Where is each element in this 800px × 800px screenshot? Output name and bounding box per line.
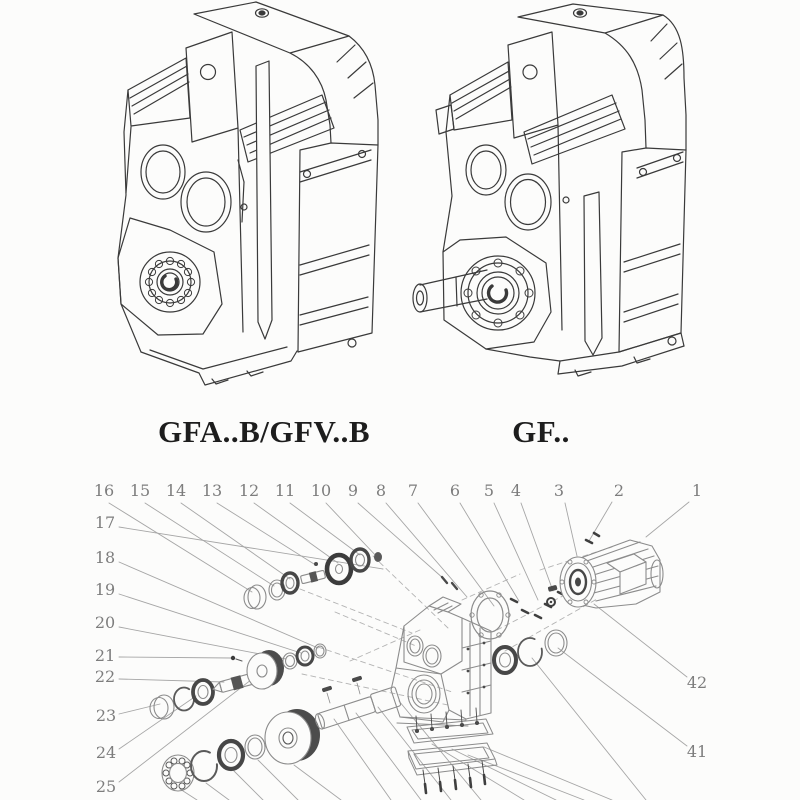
callout-42: 42 — [686, 673, 708, 692]
callout-4: 4 — [510, 481, 522, 500]
input-gear — [327, 555, 351, 583]
ball-bearing — [297, 647, 313, 665]
callout-1: 1 — [691, 481, 703, 500]
bearing-balls — [145, 257, 194, 306]
leader-line-16 — [109, 503, 252, 592]
upper-bore — [141, 145, 185, 199]
callout-41: 41 — [686, 742, 708, 761]
exploded-parts-diagram — [109, 502, 689, 800]
flange-bolt-holes — [464, 259, 533, 327]
snap-ring — [518, 638, 542, 666]
pan-bolts — [423, 761, 485, 793]
bearing-face — [118, 218, 222, 335]
leader-line-21 — [119, 657, 231, 658]
callout-5: 5 — [483, 481, 495, 500]
front-edge-rib — [256, 61, 272, 339]
bolt-hole — [201, 65, 216, 80]
snap-ring — [191, 751, 217, 781]
ball-bearing — [219, 741, 243, 769]
leader-line-7 — [418, 503, 494, 606]
callout-6: 6 — [449, 481, 461, 500]
leader-line-3 — [565, 503, 577, 556]
callout-leader-lines — [109, 502, 689, 782]
leader-line-10 — [326, 503, 379, 559]
input-pinion — [300, 569, 326, 585]
callout-20: 20 — [94, 613, 116, 632]
ball-bearing — [282, 573, 298, 593]
ball-bearing — [351, 549, 369, 571]
top-plate — [518, 4, 663, 33]
top-plate — [194, 2, 349, 53]
callout-15: 15 — [129, 481, 151, 500]
callout-25: 25 — [95, 777, 117, 796]
callout-14: 14 — [165, 481, 187, 500]
leader-line-6 — [460, 503, 519, 601]
leader-line-17 — [119, 527, 383, 569]
callout-21: 21 — [94, 646, 116, 665]
callout-22: 22 — [94, 667, 116, 686]
callout-17: 17 — [94, 513, 116, 532]
flange-cover — [470, 591, 510, 639]
oil-pan — [408, 743, 497, 793]
callout-7: 7 — [407, 481, 419, 500]
callout-24: 24 — [95, 743, 117, 762]
setscrew — [231, 656, 235, 660]
front-edge-rib — [584, 192, 602, 355]
leader-line-24 — [119, 696, 196, 749]
intermediate-gear — [247, 653, 277, 689]
callout-2: 2 — [613, 481, 625, 500]
callout-16: 16 — [93, 481, 115, 500]
leader-line-41 — [558, 648, 687, 746]
ball-bearing-cage — [162, 755, 194, 791]
caption-gf: GF.. — [512, 414, 570, 449]
leader-line-12 — [254, 503, 338, 563]
gearbox-figure-gf — [413, 4, 686, 376]
callout-9: 9 — [347, 481, 359, 500]
ball-bearing — [193, 680, 213, 704]
gearbox-figure-gfab-gfvb — [118, 2, 378, 385]
callout-23: 23 — [95, 706, 117, 725]
leader-line-4 — [521, 503, 553, 591]
output-gear — [265, 712, 311, 764]
tower-face — [186, 32, 238, 142]
leader-line-11 — [290, 503, 360, 555]
shaft-keys — [322, 676, 363, 693]
callout-10: 10 — [310, 481, 332, 500]
leader-line-42 — [594, 604, 687, 677]
leader-line-1 — [646, 502, 689, 537]
leader-line-13 — [217, 503, 314, 564]
callout-8: 8 — [375, 481, 387, 500]
spacer — [374, 552, 382, 562]
leader-line-15 — [145, 503, 274, 586]
callout-12: 12 — [238, 481, 260, 500]
lower-bore — [181, 172, 231, 232]
callout-18: 18 — [94, 548, 116, 567]
shaft-key — [548, 585, 558, 592]
caption-gfab-gfvb: GFA..B/GFV..B — [157, 414, 371, 449]
leader-line-2 — [589, 502, 612, 541]
callout-19: 19 — [94, 580, 116, 599]
callout-11: 11 — [274, 481, 296, 500]
intermediate-shaft-assembly — [150, 644, 326, 719]
output-shaft — [313, 687, 401, 733]
callout-3: 3 — [553, 481, 565, 500]
output-shaft — [413, 270, 487, 312]
callout-13: 13 — [201, 481, 223, 500]
leader-line-5 — [494, 503, 538, 600]
leader-line-9 — [358, 503, 444, 579]
leader-line-8 — [386, 503, 467, 597]
